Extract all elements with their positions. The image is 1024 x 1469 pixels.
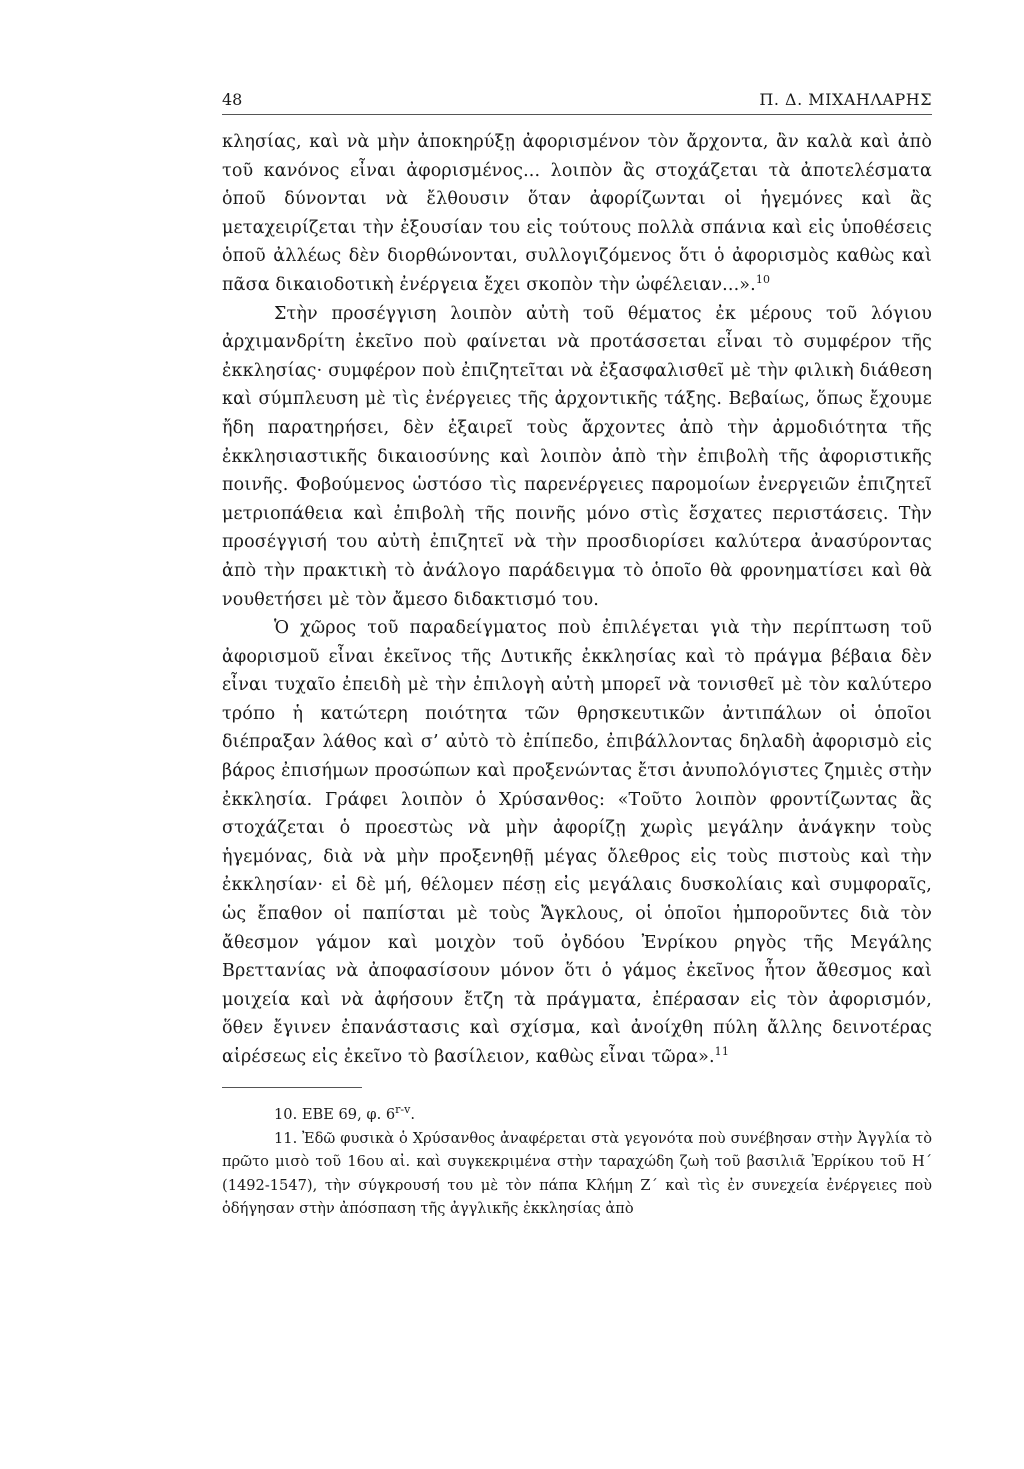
footnote-10 (222, 1103, 932, 1127)
folio-recto-verso: r-v (395, 1103, 411, 1117)
footnote-separator (222, 1087, 362, 1088)
footnote-tail: . (410, 1106, 415, 1123)
page-number: 48 (222, 90, 243, 109)
paragraph: Στὴν προσέγγιση λοιπὸν αὐτὴ τοῦ θέματος ἐκ μέρους τοῦ λόγιου ἀρχιμανδρίτη ἐκεῖνο ποὺ φαίνεται νὰ προτάσσεται εἶναι τὸ συμφέρον τῆς ἐκκλησίας· συμφέρον ποὺ ἐπιζητεῖται νὰ ἐξασφαλισθεῖ μὲ τὴν φιλικὴ διάθεση καὶ σύμπλευση μὲ τὶς ἐνέργειες τῆς ἀρχοντικῆς τάξης. Βεβαίως, ὅπως ἔχουμε ἤδη παρατηρήσει, δὲν ἐξαιρεῖ τοὺς ἄρχοντες ἀπὸ τὴν ἀρμοδιότητα τῆς ἐκκλησιαστικῆς δικαιοσύνης καὶ λοιπὸν ἀπὸ τὴν ἐπιβολὴ τῆς ἀφοριστικῆς ποινῆς. Φοβούμενος ὡστόσο τὶς παρενέργειες παρομοίων ἐνεργειῶν ἐπιζητεῖ μετριοπάθεια καὶ ἐπιβολὴ τῆς ποινῆς μόνο στὶς ἔσχατες περιστάσεις. Τὴν προσέγγισή του αὐτὴ ἐπιζητεῖ νὰ τὴν προσδιορίσει καλύτερα ἀνασύροντας ἀπὸ τὴν πρακτικὴ τὸ ἀνάλογο παράδειγμα τὸ ὁποῖο θὰ φρονηματίσει καὶ θὰ νουθετήσει μὲ τὸν ἄμεσο διδακτισμό του. (222, 303, 932, 610)
footnote-11: 11. Ἐδῶ φυσικὰ ὁ Χρύσανθος ἀναφέρεται στὰ γεγονότα ποὺ συνέβησαν στὴν Ἀγγλία τὸ πρῶτο μισὸ τοῦ 16ου αἰ. καὶ συγκεκριμένα στὴν ταραχώδη ζωὴ τοῦ βασιλιᾶ Ἐρρίκου τοῦ Η΄ (1492-1547), τὴν σύγκρουσή του μὲ τὸν πάπα Κλήμη Ζ΄ καὶ τὶς ἐν συνεχεία ἐνέργειες ποὺ ὁδήγησαν στὴν ἀπόσπαση τῆς ἀγγλικῆς ἐκκλησίας ἀπὸ (222, 1129, 932, 1217)
footnotes (222, 1103, 932, 1221)
running-header (222, 90, 932, 115)
paragraph (222, 614, 932, 1072)
paragraph-continued (222, 128, 932, 300)
main-text (222, 128, 932, 1072)
paragraph-text: Ὁ χῶρος τοῦ παραδείγματος ποὺ ἐπιλέγεται γιὰ τὴν περίπτωση τοῦ ἀφορισμοῦ εἶναι ἐκεῖνος τῆς Δυτικῆς ἐκκλησίας καὶ τὸ πράγμα βέβαια δὲν εἶναι τυχαῖο ἐπειδὴ μὲ τὴν ἐπιλογὴ αὐτὴ μπορεῖ νὰ τονισθεῖ μὲ τὸν καλύτερο τρόπο ἡ κατώτερη ποιότητα τῶν θρησκευτικῶν ἀντιπάλων οἱ ὁποῖοι διέπραξαν λάθος καὶ σ’ αὐτὸ τὸ ἐπίπεδο, ἐπιβάλλοντας δηλαδὴ ἀφορισμὸ εἰς βάρος ἐπισήμων προσώπων καὶ προξενώντας ἔτσι ἀνυπολόγιστες ζημιὲς στὴν ἐκκλησία. Γράφει λοιπὸν ὁ Χρύσανθος: «Τοῦτο λοιπὸν φροντίζωντας ἂς στοχάζεται ὁ προεστὼς νὰ μὴν ἀφορίζῃ χωρὶς μεγάλην ἀνάγκην τοὺς ἡγεμόνας, διὰ νὰ μὴν προξενηθῇ μέγας ὄλεθρος εἰς τοὺς πιστοὺς καὶ τὴν ἐκκλησίαν· εἰ δὲ μή, θέλομεν πέσῃ εἰς μεγάλαις δυσκολίαις καὶ συμφοραῖς, ὡς ἔπαθον οἱ παπίσται μὲ τοὺς Ἄγκλους, οἱ ὁποῖοι ἠμποροῦντες διὰ τὸν ἄθεσμον γάμον καὶ μοιχὸν τοῦ ὀγδόου Ἐνρίκου ρηγὸς τῆς Μεγάλης Βρεττανίας νὰ ἀποφασίσουν μόνον ὅτι ὁ γάμος ἐκεῖνος ἦτον ἄθεσμος καὶ μοιχεία καὶ νὰ ἀφήσουν ἔτζη τὰ πράγματα, ἐπέρασαν εἰς τὸν ἀφορισμόν, ὅθεν ἔγινεν ἐπανάστασις καὶ σχίσμα, καὶ ἀνοίχθη πύλη ἄλλης δεινοτέρας αἱρέσεως εἰς ἐκεῖνο τὸ βασίλειον, καθὼς εἶναι τῶρα». (222, 618, 932, 1067)
footnote-ref-11: 11 (714, 1045, 729, 1059)
footnote-ref-10: 10 (755, 273, 771, 287)
footnote-text: 10. ΕΒΕ 69, φ. 6 (274, 1106, 396, 1123)
running-head-author: Π. Δ. ΜΙΧΑΗΛΑΡΗΣ (759, 90, 932, 109)
paragraph-text: κλησίας, καὶ νὰ μὴν ἀποκηρύξῃ ἀφορισμένον τὸν ἄρχοντα, ἂν καλὰ καὶ ἀπὸ τοῦ κανόνος εἶναι ἀφορισμένος... λοιπὸν ἂς στοχάζεται τὰ ἀποτελέσματα ὁποῦ δύνονται νὰ ἔλθουσιν ὅταν ἀφορίζωνται οἱ ἡγεμόνες καὶ ἂς μεταχειρίζεται τὴν ἐξουσίαν του εἰς τούτους πολλὰ σπάνια καὶ εἰς ὑποθέσεις ὁποῦ ἀλλέως δὲν διορθώνονται, συλλογιζόμενος ὅτι ὁ ἀφορισμὸς καθὼς καὶ πᾶσα δικαιοδοτικὴ ἐνέργεια ἔχει σκοπὸν τὴν ὠφέλειαν...». (222, 132, 932, 295)
